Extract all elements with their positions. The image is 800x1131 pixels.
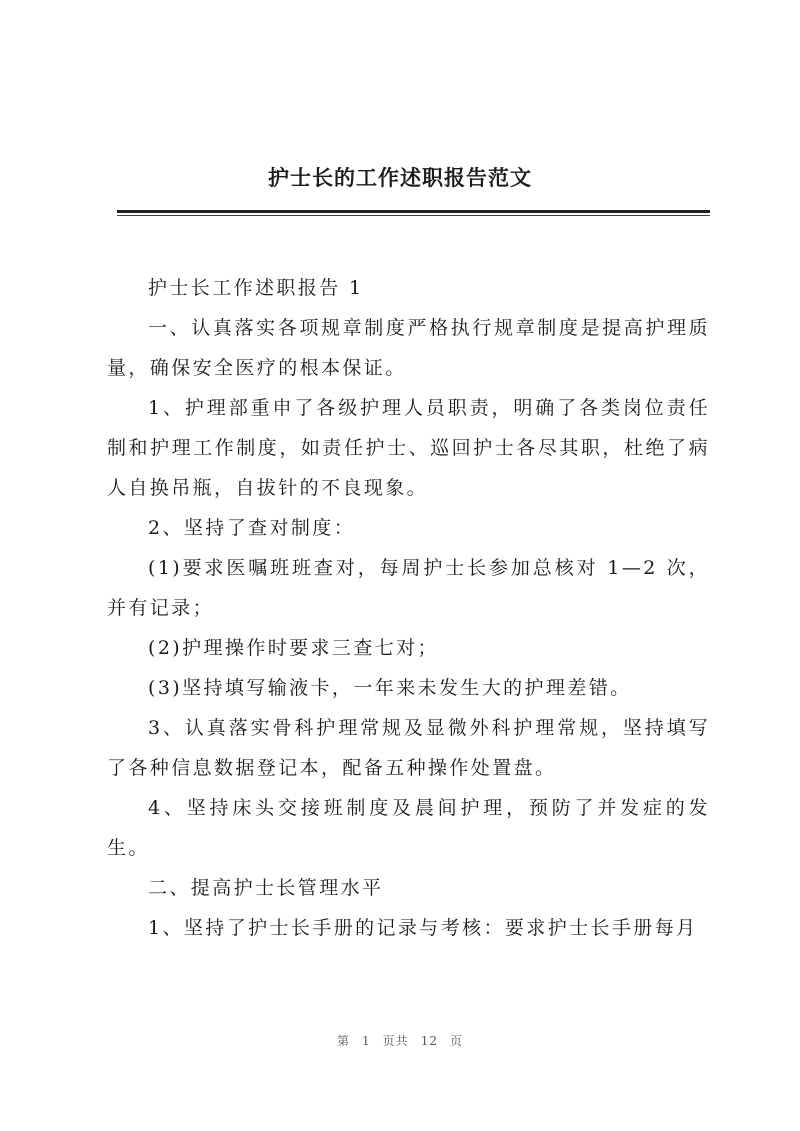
paragraph: 1、护理部重申了各级护理人员职责，明确了各类岗位责任制和护理工作制度，如责任护士、巡回护士各尽其职，杜绝了病人自换吊瓶，自拔针的不良现象。 (107, 397, 710, 499)
footer-current-page: 1 (362, 1034, 371, 1048)
title-rule-thin (117, 215, 710, 216)
footer-page-mid: 页共 (382, 1034, 409, 1048)
paragraph: 4、坚持床头交接班制度及晨间护理，预防了并发症的发生。 (107, 797, 710, 859)
paragraph: 二、提高护士长管理水平 (148, 877, 384, 899)
paragraph: (2)护理操作时要求三查七对； (148, 637, 439, 659)
footer-total-pages: 12 (420, 1034, 438, 1048)
footer-page-suffix: 页 (449, 1034, 463, 1048)
paragraph: 2、坚持了查对制度： (148, 517, 356, 539)
paragraph: 1、坚持了护士长手册的记录与考核：要求护士长手册每月 (148, 917, 698, 939)
paragraph: 护士长工作述职报告 1 (148, 277, 364, 299)
page-footer (0, 1031, 800, 1051)
paragraph: (3)坚持填写输液卡，一年来未发生大的护理差错。 (148, 677, 632, 699)
document-title: 护士长的工作述职报告范文 (268, 165, 532, 190)
footer-page-prefix: 第 (337, 1034, 351, 1048)
paragraph: (1)要求医嘱班班查对，每周护士长参加总核对 1—2 次，并有记录； (107, 557, 710, 619)
document-body (107, 268, 710, 948)
paragraph: 3、认真落实骨科护理常规及显微外科护理常规，坚持填写了各种信息数据登记本，配备五种操作处置盘。 (107, 717, 710, 779)
title-rule (117, 210, 710, 213)
paragraph: 一、认真落实各项规章制度严格执行规章制度是提高护理质量，确保安全医疗的根本保证。 (107, 317, 710, 379)
